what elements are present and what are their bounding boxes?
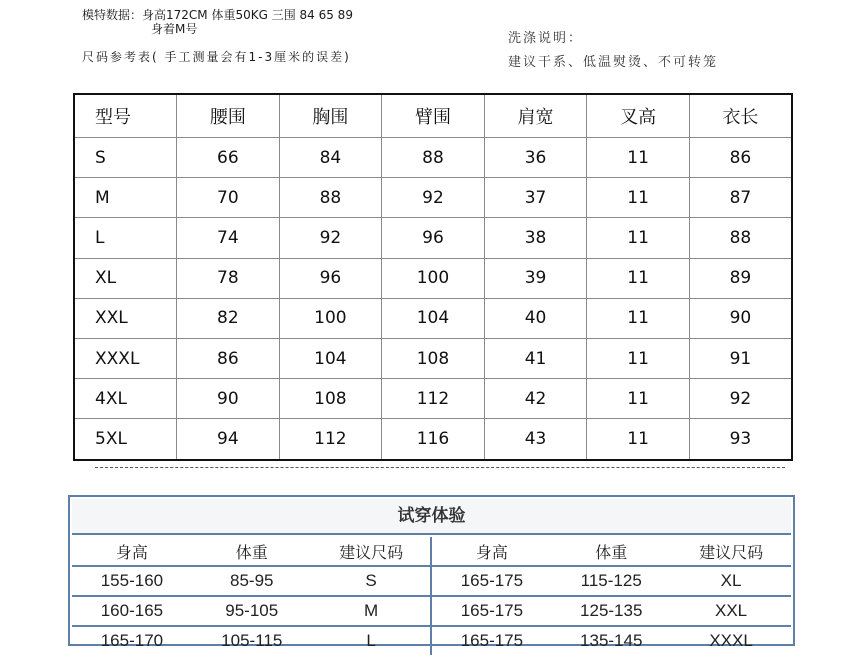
cell-length: 88 [689,218,792,258]
wash-instructions-title: 洗涤说明： [508,31,584,46]
cell-chest: 112 [279,419,382,460]
cell-shoulder: 43 [484,419,587,460]
cell-shoulder: 41 [484,338,587,378]
trial-header-size: 建议尺码 [339,544,404,562]
cell-model: M [74,178,177,218]
cell-arm: 88 [382,138,485,178]
trial-cell-height: 165-175 [431,596,551,626]
cell-model: XXL [74,298,177,338]
model-size-text: 身着M号 [151,22,198,36]
cell-waist: 86 [177,338,280,378]
trial-header-weight: 体重 [235,544,268,562]
trial-row [72,596,791,626]
trial-cell-height: 165-175 [431,566,551,596]
header-cell-crotch: 叉高 [587,94,690,138]
cell-arm: 100 [382,258,485,298]
cell-crotch: 11 [587,298,690,338]
cell-length: 87 [689,178,792,218]
trial-table-header-row [72,537,791,566]
header-cell-chest: 胸围 [279,94,382,138]
trial-header-size: 建议尺码 [699,544,764,562]
cell-crotch: 11 [587,218,690,258]
size-table-header-row [74,94,792,138]
cell-model: S [74,138,177,178]
cell-chest: 100 [279,298,382,338]
header-cell-shoulder: 肩宽 [484,94,587,138]
cell-arm: 112 [382,379,485,419]
cell-waist: 78 [177,258,280,298]
cell-chest: 84 [279,138,382,178]
header-cell-length: 衣长 [689,94,792,138]
trial-experience-box [68,495,795,650]
table-row [74,379,792,419]
cell-crotch: 11 [587,258,690,298]
cell-waist: 66 [177,138,280,178]
wash-instructions-text: 建议干系、低温熨烫、不可转笼 [508,55,719,70]
trial-cell-weight: 125-135 [551,596,671,626]
trial-cell-weight: 85-95 [192,566,312,596]
trial-cell-size: XXL [671,596,791,626]
table-row [74,338,792,378]
trial-cell-height: 165-170 [72,626,192,655]
cell-waist: 70 [177,178,280,218]
cell-arm: 108 [382,338,485,378]
trial-cell-height: 165-175 [431,626,551,655]
cell-model: XL [74,258,177,298]
table-row [74,258,792,298]
cell-waist: 74 [177,218,280,258]
cell-crotch: 11 [587,338,690,378]
header-cell-arm: 臂围 [382,94,485,138]
cell-crotch: 11 [587,138,690,178]
size-reference-note: 尺码参考表( 手工测量会有1-3厘米的误差) [82,50,351,64]
cell-shoulder: 39 [484,258,587,298]
cell-shoulder: 37 [484,178,587,218]
trial-cell-weight: 135-145 [551,626,671,655]
trial-cell-size: L [312,626,432,655]
cell-crotch: 11 [587,379,690,419]
table-row [74,218,792,258]
trial-header-weight: 体重 [595,544,628,562]
table-row [74,178,792,218]
cell-shoulder: 38 [484,218,587,258]
trial-cell-height: 160-165 [72,596,192,626]
cell-model: XXXL [74,338,177,378]
cell-arm: 92 [382,178,485,218]
cell-arm: 96 [382,218,485,258]
trial-cell-size: S [312,566,432,596]
header-cell-model: 型号 [74,94,177,138]
cell-length: 92 [689,379,792,419]
cell-length: 90 [689,298,792,338]
cell-crotch: 11 [587,419,690,460]
cell-shoulder: 42 [484,379,587,419]
cell-waist: 82 [177,298,280,338]
cell-shoulder: 40 [484,298,587,338]
cell-crotch: 11 [587,178,690,218]
size-table [73,93,793,461]
cell-chest: 104 [279,338,382,378]
trial-header-height: 身高 [115,544,148,562]
table-row [74,298,792,338]
trial-cell-size: XXXL [671,626,791,655]
cell-length: 86 [689,138,792,178]
model-data-text: 模特数据：身高172CM 体重50KG 三围 84 65 89 [82,8,353,22]
trial-header-height: 身高 [431,537,551,566]
trial-cell-weight: 105-115 [192,626,312,655]
cell-arm: 104 [382,298,485,338]
cell-length: 93 [689,419,792,460]
trial-cell-size: XL [671,566,791,596]
trial-cell-weight: 95-105 [192,596,312,626]
cell-model: L [74,218,177,258]
trial-experience-title: 试穿体验 [72,499,791,535]
cell-model: 5XL [74,419,177,460]
trial-cell-weight: 115-125 [551,566,671,596]
table-row [74,419,792,460]
dashed-divider [95,467,785,468]
trial-cell-height: 155-160 [72,566,192,596]
cell-waist: 94 [177,419,280,460]
cell-chest: 92 [279,218,382,258]
trial-row [72,626,791,655]
cell-chest: 96 [279,258,382,298]
cell-model: 4XL [74,379,177,419]
header-cell-waist: 腰围 [177,94,280,138]
cell-length: 89 [689,258,792,298]
table-row [74,138,792,178]
trial-row [72,566,791,596]
cell-chest: 88 [279,178,382,218]
cell-shoulder: 36 [484,138,587,178]
cell-chest: 108 [279,379,382,419]
trial-table [72,537,791,655]
cell-arm: 116 [382,419,485,460]
cell-length: 91 [689,338,792,378]
trial-cell-size: M [312,596,432,626]
cell-waist: 90 [177,379,280,419]
